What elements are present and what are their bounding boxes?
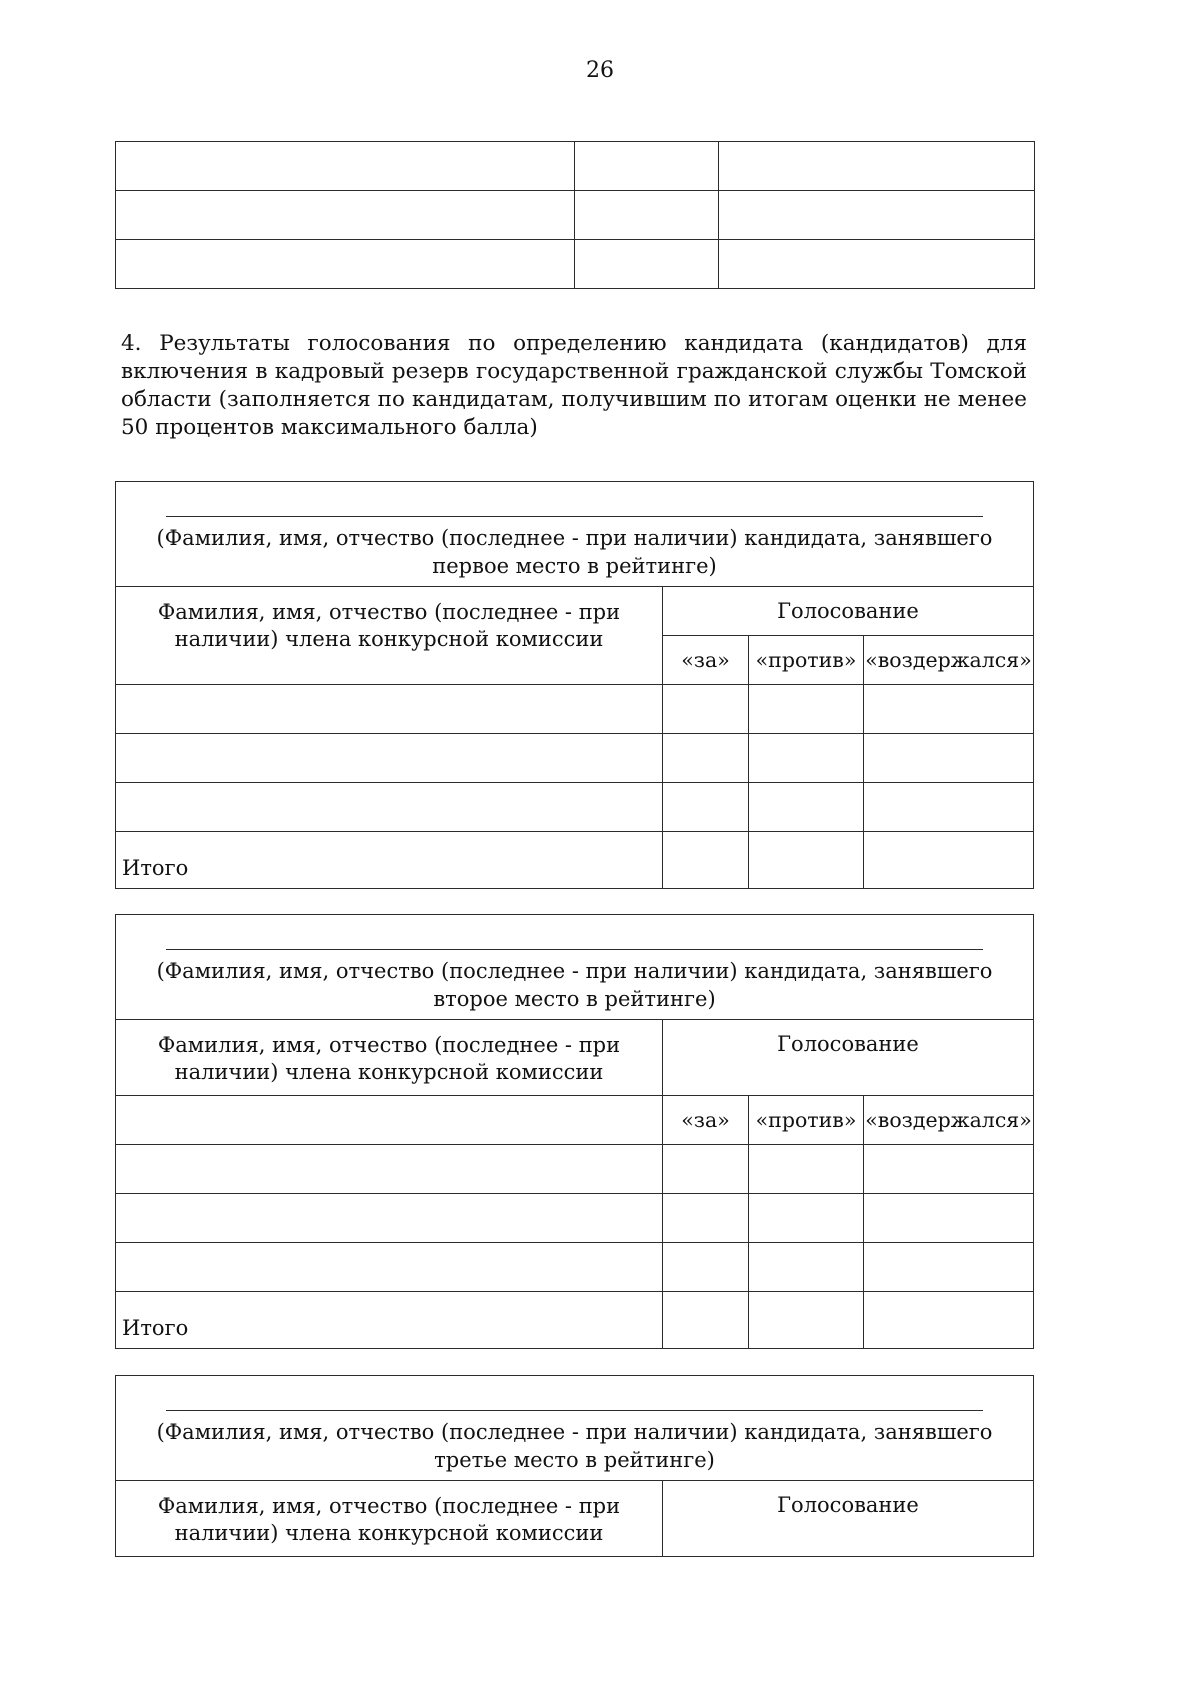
member-cell (116, 685, 663, 734)
table-cell (575, 191, 719, 240)
table-row (116, 685, 1034, 734)
member-cell (116, 1194, 663, 1243)
table-row (116, 1145, 1034, 1194)
vote-cell (749, 832, 864, 889)
member-cell (116, 783, 663, 832)
vote-cell (864, 1194, 1034, 1243)
table-cell (719, 240, 1035, 289)
vote-cell (663, 734, 749, 783)
vote-for-header: «за» (663, 636, 749, 685)
vote-cell (749, 685, 864, 734)
vote-cell (864, 1292, 1034, 1349)
candidate-name-cell (116, 915, 1034, 1020)
voting-header: Голосование (663, 1481, 1034, 1557)
vote-cell (749, 1145, 864, 1194)
member-cell (116, 1145, 663, 1194)
total-row (116, 1292, 1034, 1349)
candidate-caption: (Фамилия, имя, отчество (последнее - при наличии) кандидата, занявшего третье место в рейтинге) (156, 1420, 993, 1472)
table-cell (719, 142, 1035, 191)
total-row (116, 832, 1034, 889)
vote-abstain-header: «воздержался» (864, 636, 1034, 685)
vote-cell (749, 1292, 864, 1349)
vote-cell (864, 1145, 1034, 1194)
vote-against-header: «против» (749, 636, 864, 685)
vote-cell (749, 1194, 864, 1243)
vote-cell (864, 783, 1034, 832)
voting-table-third (115, 1375, 1034, 1557)
table-row (116, 191, 1035, 240)
candidate-name-cell (116, 1376, 1034, 1481)
vote-cell (663, 1243, 749, 1292)
member-cell (116, 734, 663, 783)
table-row (116, 142, 1035, 191)
member-cell (116, 1243, 663, 1292)
candidate-name-cell (116, 482, 1034, 587)
candidate-caption: (Фамилия, имя, отчество (последнее - при наличии) кандидата, занявшего второе место в рейтинге) (156, 959, 993, 1011)
vote-cell (663, 685, 749, 734)
section-4-text: 4. Результаты голосования по определению кандидата (кандидатов) для включения в кадровый резерв государственной гражданской службы Томской области (заполняется по кандидатам, получившим по итогам оценки не менее 50 процентов максимального балла) (121, 331, 1027, 440)
voting-table-first (115, 481, 1034, 889)
table-row (116, 240, 1035, 289)
vote-cell (864, 1243, 1034, 1292)
member-header: Фамилия, имя, отчество (последнее - при наличии) члена конкурсной комиссии (116, 587, 663, 685)
table-row (116, 783, 1034, 832)
table-cell (575, 240, 719, 289)
total-label: Итого (116, 832, 663, 889)
vote-for-header: «за» (663, 1096, 749, 1145)
vote-cell (663, 1145, 749, 1194)
vote-cell (864, 832, 1034, 889)
table-row (116, 1243, 1034, 1292)
candidate-name-line (166, 1410, 983, 1411)
total-label: Итого (116, 1292, 663, 1349)
table-cell (116, 240, 575, 289)
voting-header: Голосование (663, 1020, 1034, 1096)
member-cell (116, 1096, 663, 1145)
table-row (116, 734, 1034, 783)
vote-against-header: «против» (749, 1096, 864, 1145)
vote-cell (663, 832, 749, 889)
table-cell (116, 142, 575, 191)
voting-table-second (115, 914, 1034, 1349)
vote-abstain-header: «воздержался» (864, 1096, 1034, 1145)
voting-header: Голосование (663, 587, 1034, 636)
member-header: Фамилия, имя, отчество (последнее - при наличии) члена конкурсной комиссии (116, 1481, 663, 1557)
candidate-name-line (166, 516, 983, 517)
vote-cell (749, 1243, 864, 1292)
vote-cell (749, 734, 864, 783)
table-row (116, 1194, 1034, 1243)
vote-cell (663, 1194, 749, 1243)
page-number: 26 (586, 58, 614, 83)
member-header: Фамилия, имя, отчество (последнее - при наличии) члена конкурсной комиссии (116, 1020, 663, 1096)
vote-cell (663, 783, 749, 832)
candidate-name-line (166, 949, 983, 950)
continued-table (115, 141, 1035, 289)
vote-cell (663, 1292, 749, 1349)
candidate-caption: (Фамилия, имя, отчество (последнее - при наличии) кандидата, занявшего первое место в рейтинге) (156, 526, 993, 578)
vote-cell (864, 685, 1034, 734)
vote-cell (749, 783, 864, 832)
vote-cell (864, 734, 1034, 783)
table-cell (575, 142, 719, 191)
table-cell (116, 191, 575, 240)
table-cell (719, 191, 1035, 240)
